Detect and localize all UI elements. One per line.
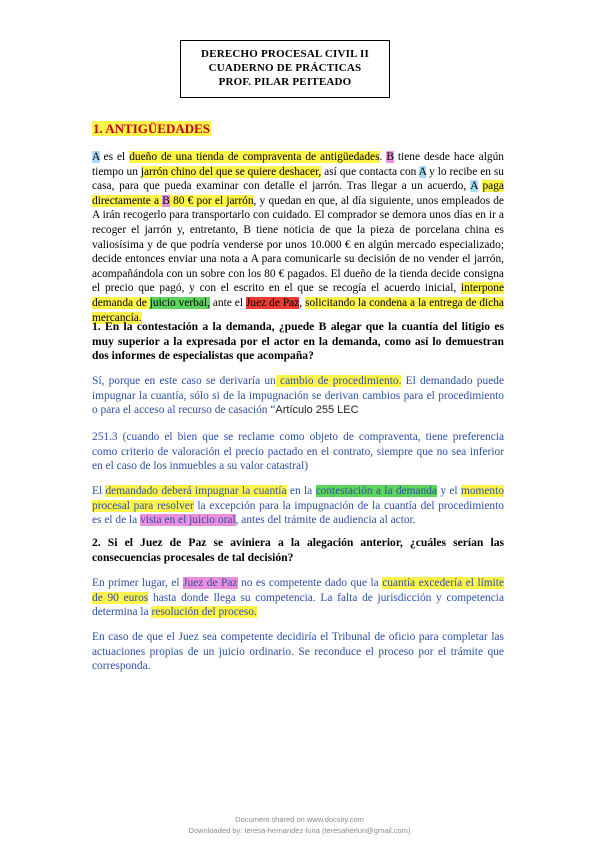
article-reference: Artículo 255 LEC — [275, 404, 359, 417]
case-statement: A es el dueño de una tienda de compraventa de antigüedades. B tiene desde hace algún tiempo un jarrón chino del que se quiere deshacer, así que contacta con A y lo recibe en su casa, para que pueda examinar con detalle el jarrón. Tras llegar a un acuerdo, A paga directamente a B 80 € por el jarrón, y quedan en que, al día siguiente, unos empleados de A irán recogerlo para transportarlo con cuidado. El comprador se demora unos días en ir a recoger el jarrón y, entretanto, B tiene noticia de que la pieza de porcelana china es valiosísima y de que podría venderse por unos 10.000 € en algún mercado especializado; decide entonces enviar una nota a A para comunicarle su decisión de no vender el jarrón, acompañándola con un sobre con los 80 € pagados. El dueño de la tienda decide consigna el precio que pagó, y con el escrito en el que se recogía el acuerdo inicial, interpone demanda de juicio verbal, ante el Juez de Paz, solicitando la condena a la entrega de dicha mercancía. — [92, 151, 504, 324]
section-title: 1. ANTIGÜEDADES — [93, 121, 211, 136]
answer-1-paragraph-2: 251.3 (cuando el bien que se reclame como objeto de compraventa, tiene preferencia como criterio de valoración el precio pactado en el contrato, siempre que no sea inferior en el caso de los inmuebles a su valor catastral) — [92, 431, 504, 473]
question-1: 1. En la contestación a la demanda, ¿puede B alegar que la cuantía del litigio es muy superior a la expresada por el actor en la demanda, como así lo demuestran dos informes de especialistas que acompaña? — [92, 320, 504, 363]
answer-1-paragraph-3: El demandado deberá impugnar la cuantía en la contestación a la demanda y el momento procesal para resolver la excepción para la impugnación de la cuantía del procedimiento es el de la vista en el juicio oral, antes del trámite de audiencia al actor. — [92, 485, 504, 527]
course-header — [180, 40, 390, 98]
professor-name: PROF. PILAR PEITEADO — [218, 76, 352, 88]
answer-2-paragraph-1: En primer lugar, el Juez de Paz no es competente dado que la cuantía excedería el límite de 90 euros hasta donde llega su competencia. La falta de jurisdicción y competencia determina la resolución del proceso. — [92, 577, 505, 619]
answer-2-paragraph-2: En caso de que el Juez sea competente decidiría el Tribunal de oficio para completar las actuaciones propias de un juicio ordinario. Se reconduce el proceso por el trámite que corresponda. — [92, 631, 504, 673]
footer-download-notice: Downloaded by: teresa-hernandez-luna (teresaherlun@gmail.com) — [188, 826, 411, 835]
footer-shared-notice: Document shared on www.docsity.com — [235, 815, 364, 824]
course-subtitle: CUADERNO DE PRÁCTICAS — [208, 62, 362, 74]
answer-1-paragraph-1: Sí, porque en este caso se derivaría un cambio de procedimiento. El demandado puede impugnar la cuantía, sólo si de la impugnación se derivan cambios para el procedimiento o para el acceso al recurso de casación “Artículo 255 LEC — [92, 375, 505, 417]
question-2: 2. Si el Juez de Paz se aviniera a la alegación anterior, ¿cuáles serían las consecuencias procesales de tal decisión? — [92, 536, 504, 564]
course-title: DERECHO PROCESAL CIVIL II — [201, 48, 369, 60]
